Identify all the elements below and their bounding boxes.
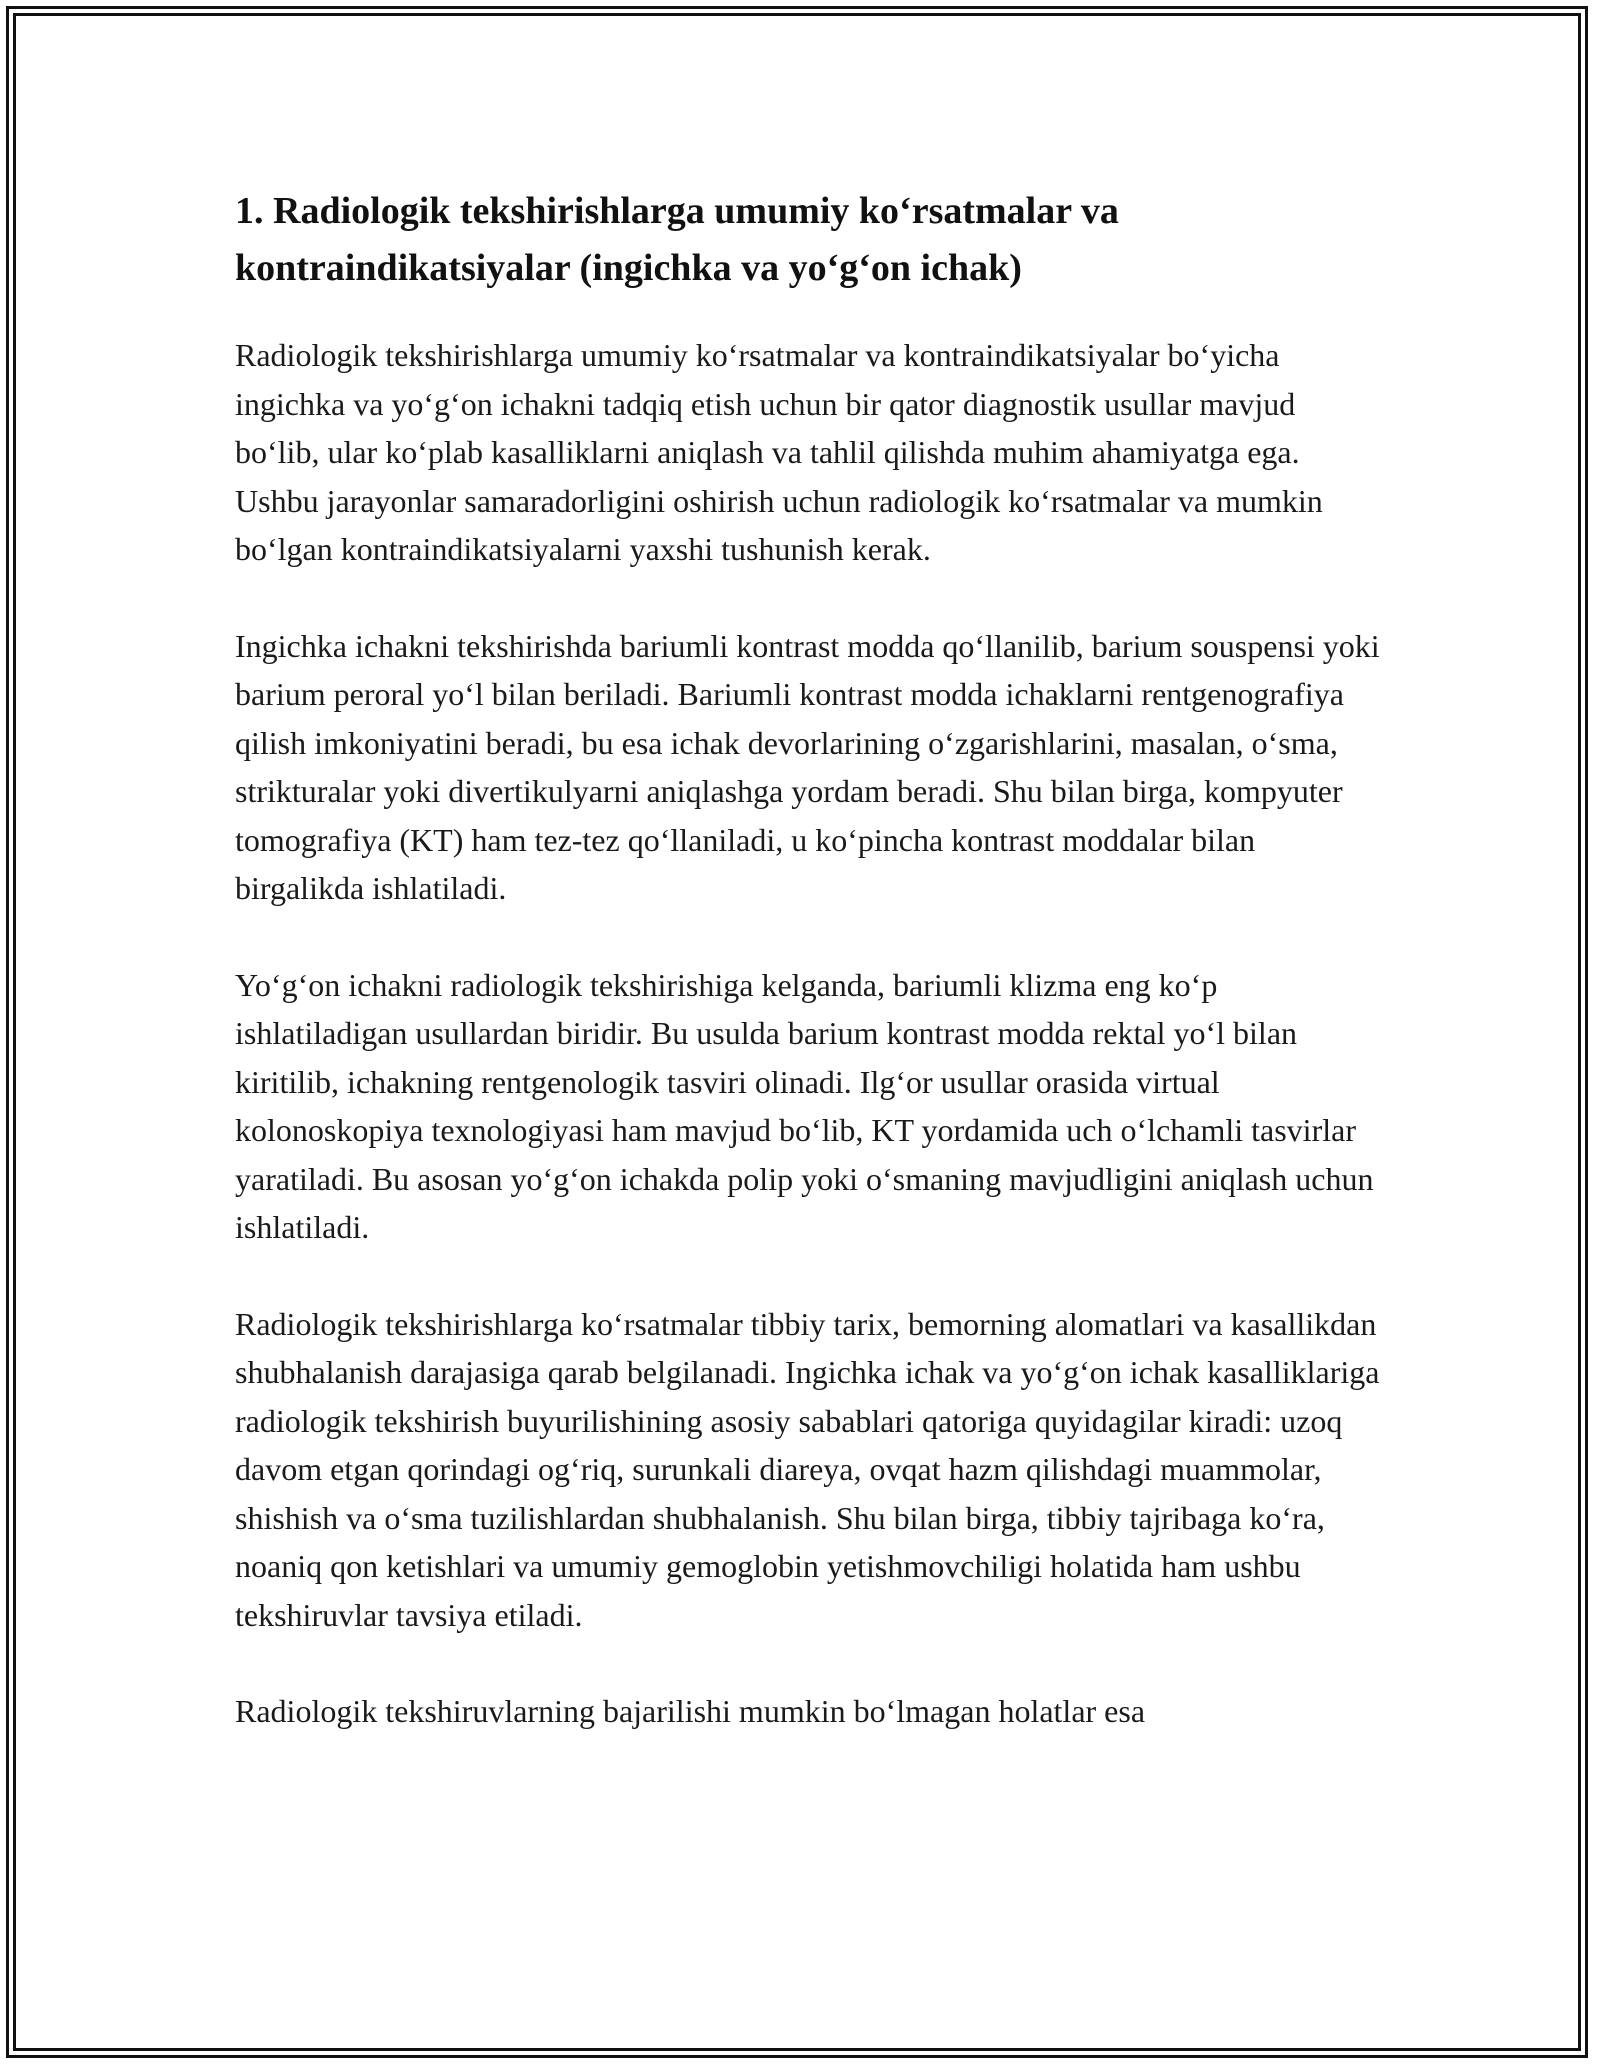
paragraph-1: Radiologik tekshirishlarga umumiy ko‘rsatmalar va kontraindikatsiyalar bo‘yicha ingichka va yo‘g‘on ichakni tadqiq etish uchun bir qator diagnostik usullar mavjud bo‘lib, ular ko‘plab kasalliklarni aniqlash va tahlil qilishda muhim ahamiyatga ega. Ushbu jarayonlar samaradorligini oshirish uchun radiologik ko‘rsatmalar va mumkin bo‘lgan kontraindikatsiyalarni yaxshi tushunish kerak.: [235, 337, 1323, 567]
paragraph-5: Radiologik tekshiruvlarning bajarilishi mumkin bo‘lmagan holatlar esa: [235, 1693, 1146, 1729]
section-heading: 1. Radiologik tekshirishlarga umumiy ko‘rsatmalar va kontraindikatsiyalar (ingichka va yo‘g‘on ichak): [235, 190, 1119, 289]
paragraph-3: Yo‘g‘on ichakni radiologik tekshirishiga kelganda, bariumli klizma eng ko‘p ishlatiladigan usullardan biridir. Bu usulda barium kontrast modda rektal yo‘l bilan kiritilib, ichakning rentgenologik tasviri olinadi. Ilg‘or usullar orasida virtual kolonoskopiya texnologiyasi ham mavjud bo‘lib, KT yordamida uch o‘lchamli tasvirlar yaratiladi. Bu asosan yo‘g‘on ichakda polip yoki o‘smaning mavjudligini aniqlash uchun ishlatiladi.: [235, 966, 1374, 1245]
paragraph-4: Radiologik tekshirishlarga ko‘rsatmalar tibbiy tarix, bemorning alomatlari va kasallikdan shubhalanish darajasiga qarab belgilanadi. Ingichka ichak va yo‘g‘on ichak kasalliklariga radiologik tekshirish buyurilishining asosiy sabablari qatoriga quyidagilar kiradi: uzoq davom etgan qorindagi og‘riq, surunkali diareya, ovqat hazm qilishdagi muammolar, shishish va o‘sma tuzilishlardan shubhalanish. Shu bilan birga, tibbiy tajribaga ko‘ra, noaniq qon ketishlari va umumiy gemoglobin yetishmovchiligi holatida ham ushbu tekshiruvlar tavsiya etiladi.: [235, 1305, 1380, 1633]
paragraph-2: Ingichka ichakni tekshirishda bariumli kontrast modda qo‘llanilib, barium souspensi yoki barium peroral yo‘l bilan beriladi. Bariumli kontrast modda ichaklarni rentgenografiya qilish imkoniyatini beradi, bu esa ichak devorlarining o‘zgarishlarini, masalan, o‘sma, strikturalar yoki divertikulyarni aniqlashga yordam beradi. Shu bilan birga, kompyuter tomografiya (KT) ham tez-tez qo‘llaniladi, u ko‘pincha kontrast moddalar bilan birgalikda ishlatiladi.: [235, 627, 1380, 906]
document-body: [235, 183, 1380, 1784]
